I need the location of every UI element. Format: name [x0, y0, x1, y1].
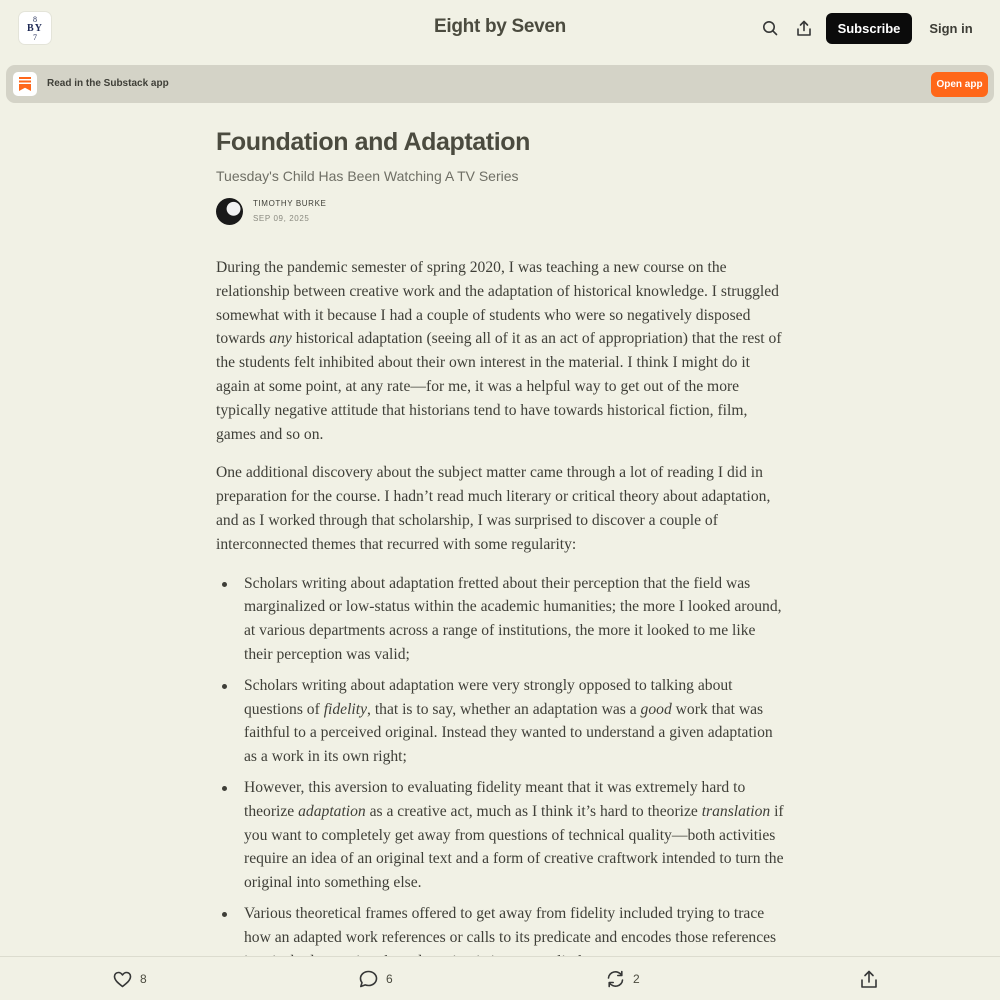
post-body — [216, 256, 786, 973]
search-icon — [762, 20, 778, 36]
sign-in-button[interactable]: Sign in — [924, 13, 978, 44]
search-button[interactable] — [759, 17, 781, 39]
share-button[interactable] — [793, 17, 815, 39]
comment-count: 6 — [386, 972, 393, 986]
post-subtitle: Tuesday's Child Has Been Watching A TV Series — [216, 168, 519, 184]
paragraph: One additional discovery about the subject matter came through a lot of reading I did in preparation for the course. I hadn’t read much literary or critical theory about adaptation, and as I worked through that scholarship, I was surprised to discover a couple of interconnected themes that recurred with some regularity: — [216, 464, 771, 553]
list-item: Various theoretical frames offered to get away from fidelity included trying to trace how an adapted work references or calls to its predicate and encodes those references — [244, 902, 786, 973]
app-banner — [6, 65, 994, 103]
article — [216, 126, 786, 980]
restack-icon — [606, 970, 625, 988]
logo-line-3: 7 — [33, 32, 37, 42]
restack-count: 2 — [633, 972, 640, 986]
byline — [216, 198, 786, 228]
list-item: Scholars writing about adaptation fretted about their perception that the field was marginalized or low-status within the academic humanities; the more I looked around, at various departments across a range of institutions, the more it looked to me like their perception was valid; — [244, 572, 786, 667]
list-item: Scholars writing about adaptation were very strongly opposed to talking about questions of fidelity, that is to say, whether an adaptation was a good work that was faithful to a perceived original. Instead they wanted to understand a given adaptation as a work in its own right; — [244, 674, 786, 769]
app-banner-text: Read in the Substack app — [47, 78, 169, 89]
substack-logo-icon — [19, 77, 31, 91]
heart-icon — [113, 971, 132, 988]
share-icon — [860, 970, 878, 989]
like-count: 8 — [140, 972, 147, 986]
list-item: However, this aversion to evaluating fidelity meant that it was extremely hard to theorize adaptation as a creative act, much as I think it’s hard to theorize translation if you want to completely get away from questions of technical quality—both activities require an idea of an original text and a form of creative craftwork intended to turn the original into something else. — [244, 776, 786, 895]
post-date: SEP 09, 2025 — [253, 214, 310, 223]
like-button[interactable] — [113, 969, 147, 989]
comment-button[interactable] — [359, 969, 393, 989]
comment-icon — [359, 970, 378, 988]
subscribe-button[interactable]: Subscribe — [826, 13, 912, 44]
restack-button[interactable] — [606, 969, 640, 989]
post-title: Foundation and Adaptation — [216, 128, 531, 156]
bullet-list — [244, 572, 786, 974]
substack-app-icon — [13, 72, 37, 96]
paragraph: During the pandemic semester of spring 2020, I was teaching a new course on the relationship between creative work and the adaptation of historical knowledge. I struggled somewhat with it because I had a couple of students who were so negatively disposed towards any historical adaptation (seeing all of it as an act of appropriation) that the rest of the students felt inhibited about their own interest in the material. I think I might do it again at some point, at any rate—for me, it was a helpful way to get out of the more typically negative attitude that historians tend to have towards historical fiction, film, games and so on. — [216, 259, 782, 443]
logo-line-2: BY — [27, 22, 43, 34]
site-title[interactable]: Eight by Seven — [433, 16, 566, 37]
open-app-button[interactable]: Open app — [931, 72, 988, 97]
logo-line-1: 8 — [33, 14, 37, 24]
top-bar — [0, 0, 1000, 56]
share-post-button[interactable] — [860, 969, 878, 989]
author-name[interactable]: TIMOTHY BURKE — [253, 199, 327, 208]
author-avatar[interactable] — [216, 198, 243, 225]
share-icon — [796, 20, 812, 37]
bottom-action-bar — [0, 956, 1000, 1000]
